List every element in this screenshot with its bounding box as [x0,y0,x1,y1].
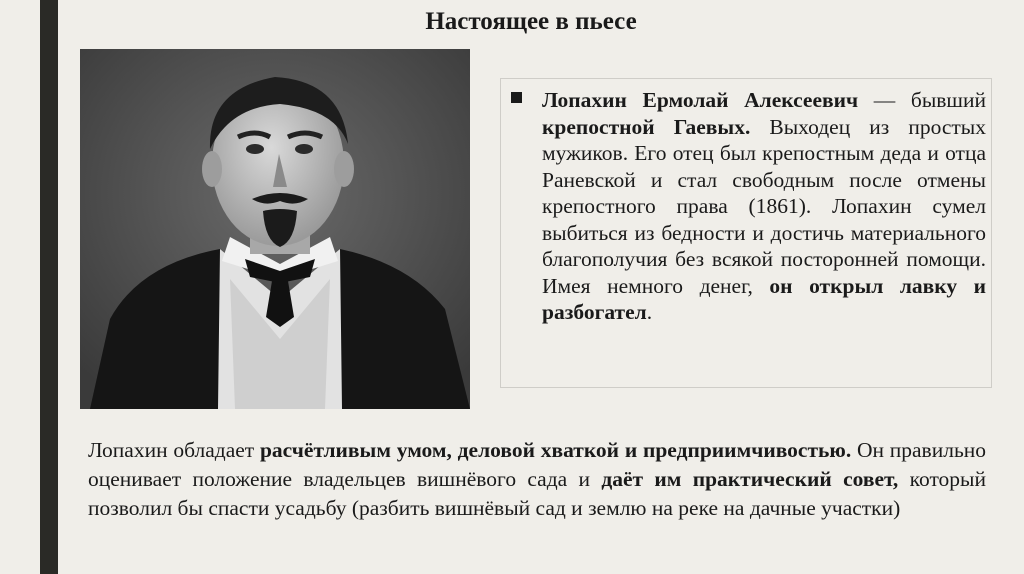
conclusion-middle: Он правильно оценивает положение владельцев вишнёвого сада и [88,438,987,491]
conclusion-paragraph [88,436,986,523]
conclusion-qualities: расчётливым умом, деловой хваткой и предприимчивостью. [259,438,852,462]
serf-of-gaevs: крепостной Гаевых. [542,114,751,139]
bio-card [500,78,992,388]
bio-text: Выходец из простых мужиков. Его отец был крепостным деда и отца Раневской и стал свободным после отмены крепостного права (1861). Лопахин сумел выбиться из бедности и достичь материального благополучия без всякой посторонней помощи. Имея немного денег, [542,114,987,298]
bio-dash: — бывший [858,88,986,112]
bio-paragraph [542,87,986,326]
conclusion-advice: даёт им практический совет, [601,467,899,491]
bullet-marker [511,92,522,103]
conclusion-intro: Лопахин обладает [88,438,260,462]
character-name: Лопахин Ермолай Алексеевич [542,88,859,112]
portrait-photo [80,49,470,409]
conclusion-end: который позволил бы спасти усадьбу (разбить вишнёвый сад и землю на реке на дачные участки) [88,467,987,520]
slide-title: Настоящее в пьесе [425,8,637,35]
slide-accent-bar [40,0,58,574]
opened-shop: он открыл лавку и разбогател [542,273,986,324]
bio-end: . [646,300,653,324]
